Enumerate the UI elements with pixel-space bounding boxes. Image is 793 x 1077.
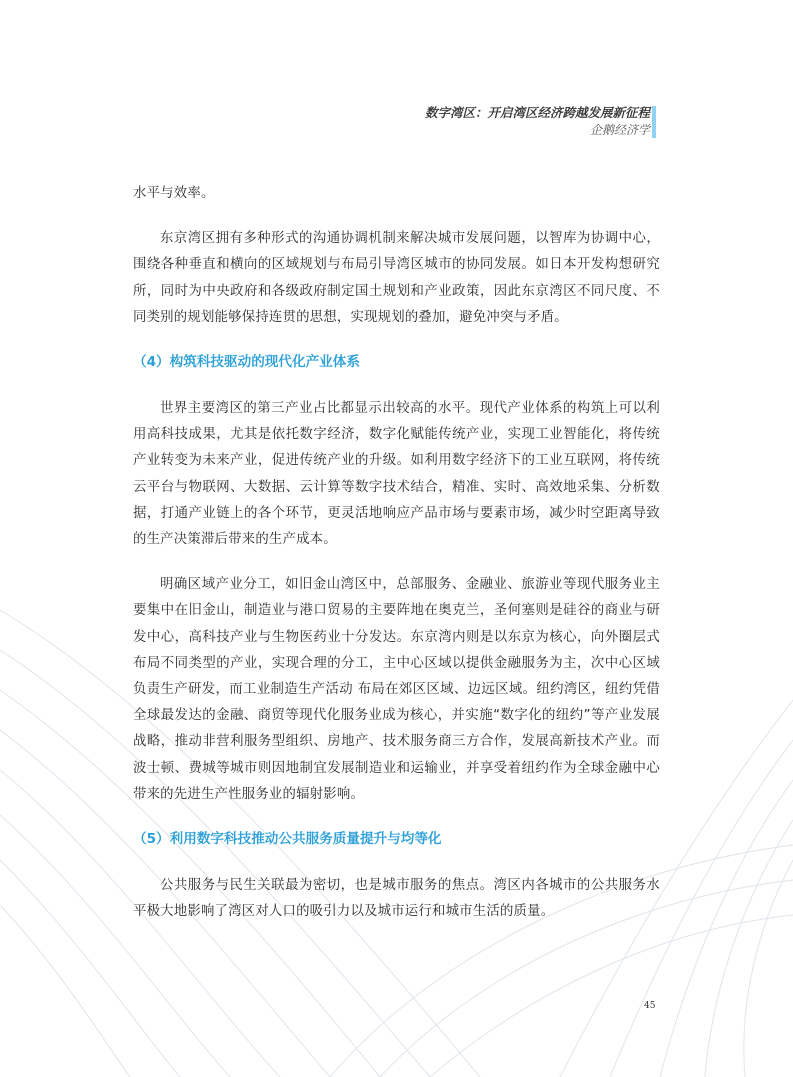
- paragraph-4: 明确区域产业分工，如旧金山湾区中，总部服务、金融业、旅游业等现代服务业主要集中在旧金山，制造业与港口贸易的主要阵地在奥克兰，圣何塞则是硅谷的商业与研发中心，高科技产业与生物医药业十分发达。东京湾内则是以东京为核心，向外圈层式布局不同类型的产业，实现合理的分工，主中心区域以提供金融服务为主，次中心区域负责生产研发，而工业制造生产活动 布局在郊区区域、边远区域。纽约湾区，纽约凭借全球最发达的金融、商贸等现代化服务业成为核心，并实施“数字化的纽约”等产业发展战略，推动非营利服务型组织、房地产、技术服务商三方合作，发展高新技术产业。而波士顿、费城等城市则因地制宜发展制造业和运输业，并享受着纽约作为全球金融中心带来的先进生产性服务业的辐射影响。: [133, 577, 660, 802]
- section-heading-5: （5）利用数字科技推动公共服务质量提升与均等化: [133, 831, 442, 848]
- paragraph-1: 水平与效率。: [133, 186, 215, 201]
- running-header: [425, 104, 650, 139]
- page-number: 45: [644, 1001, 656, 1011]
- paragraph-2: 东京湾区拥有多种形式的沟通协调机制来解决城市发展问题，以智库为协调中心，围绕各种垂直和横向的区域规划与布局引导湾区城市的协同发展。如日本开发构想研究所，同时为中央政府和各级政府制定国土规划和产业政策，因此东京湾区不同尺度、不同类别的规划能够保持连贯的思想，实现规划的叠加，避免冲突与矛盾。: [133, 231, 660, 325]
- header-title: 数字湾区：开启湾区经济跨越发展新征程: [424, 105, 650, 120]
- paragraph-5: 公共服务与民生关联最为密切，也是城市服务的焦点。湾区内各城市的公共服务水平极大地影响了湾区对人口的吸引力以及城市运行和城市生活的质量。: [133, 878, 660, 920]
- section-heading-4: （4）构筑科技驱动的现代化产业体系: [133, 354, 360, 371]
- header-subtitle: 企鹅经济学: [589, 123, 650, 137]
- body-text: [133, 181, 660, 944]
- paragraph-3: 世界主要湾区的第三产业占比都显示出较高的水平。现代产业体系的构筑上可以利用高科技成果，尤其是依托数字经济，数字化赋能传统产业，实现工业智能化，将传统产业转变为未来产业，促进传统产业的升级。如利用数字经济下的工业互联网，将传统云平台与物联网、大数据、云计算等数字技术结合，精准、实时、高效地采集、分析数据，打通产业链上的各个环节，更灵活地响应产品市场与要素市场，减少时空距离导致的生产决策滞后带来的生产成本。: [133, 401, 660, 548]
- header-accent-bar: [652, 106, 656, 138]
